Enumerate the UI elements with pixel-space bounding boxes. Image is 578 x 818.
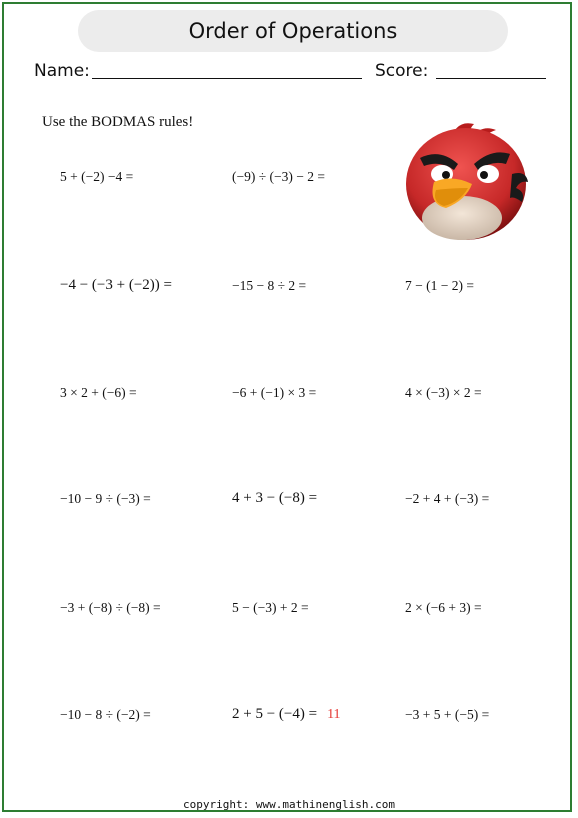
problem-5-3: 2 × (−6 + 3) = [405,600,482,615]
problem-5-2: 5 − (−3) + 2 = [232,600,309,615]
problem-4-2: 4 + 3 − (−8) = [232,490,318,506]
instructions: Use the BODMAS rules! [42,114,194,130]
problem-3-2: −6 + (−1) × 3 = [232,385,317,400]
score-label: Score: [375,61,429,81]
angry-red-bird-icon [400,118,530,246]
problem-2-2: −15 − 8 ÷ 2 = [232,278,307,293]
worksheet-title-text: Order of Operations [188,19,398,43]
problem-4-1: −10 − 9 ÷ (−3) = [60,491,151,506]
problem-6-3: −3 + 5 + (−5) = [405,707,490,722]
problem-3-1: 3 × 2 + (−6) = [60,385,137,400]
copyright-footer: copyright: www.mathinenglish.com [183,798,395,811]
problem-6-2-text: 2 + 5 − (−4) = [232,706,318,722]
problem-1-2: (−9) ÷ (−3) − 2 = [232,169,325,184]
worksheet-title [78,10,508,52]
score-field-line[interactable] [436,78,546,79]
sample-answer: 11 [327,707,341,722]
problem-2-3: 7 − (1 − 2) = [405,278,474,293]
name-label: Name: [34,61,90,81]
problem-6-1: −10 − 8 ÷ (−2) = [60,707,151,722]
problem-4-3: −2 + 4 + (−3) = [405,491,490,506]
problem-6-2 [232,706,341,723]
problem-3-3: 4 × (−3) × 2 = [405,385,482,400]
problem-2-1: −4 − (−3 + (−2)) = [60,277,172,293]
problem-1-1: 5 + (−2) −4 = [60,169,134,184]
name-field-line[interactable] [92,78,362,79]
problem-5-1: −3 + (−8) ÷ (−8) = [60,600,161,615]
